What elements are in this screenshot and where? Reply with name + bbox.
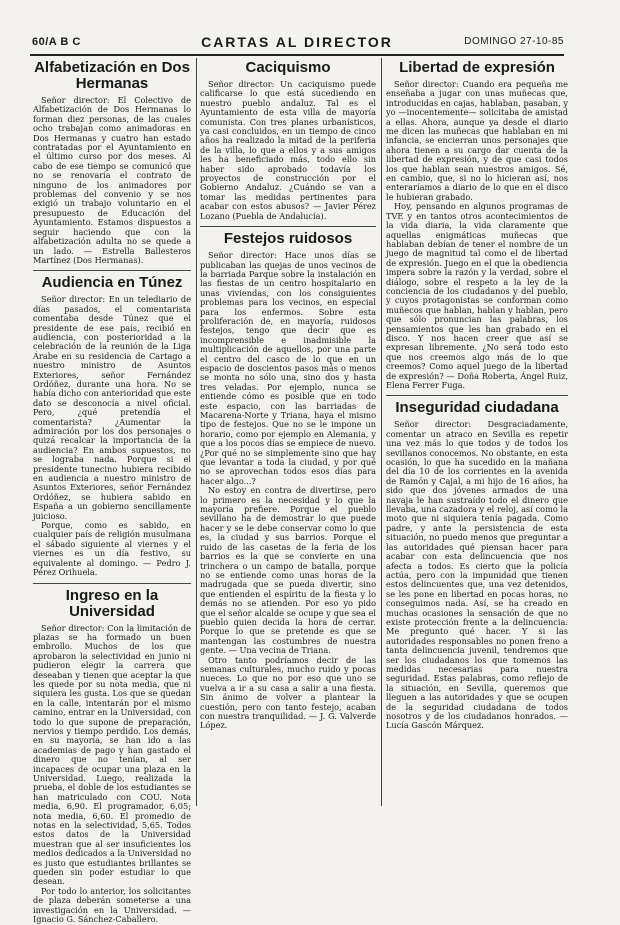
page-reference: 60/A B C	[32, 36, 81, 48]
letter-inseguridad	[386, 400, 568, 730]
letter-separator	[200, 226, 376, 227]
letter-separator	[33, 583, 191, 584]
column-left	[33, 58, 191, 925]
header-rule	[30, 54, 564, 56]
letter-body: Porque, como es sabido, en cualquier país de religión musulmana el sábado siguiente al viernes y el viernes es un día festivo, su equivalente al domingo. — Pedro J. Pérez Orihuela.	[33, 520, 191, 578]
letter-audiencia	[33, 275, 191, 577]
letter-body: Señor director: El Colectivo de Alfabetización de Dos Hermanas lo forman diez personas, de las cuales ocho trabajan como animadoras en Dos Hermanas y cuatro han estado contratadas por el Ayuntamiento en el último curso por dos meses. Al cabo de ese tiempo se comunicó que no se renovaría el contrato de ninguno de los animadores por problemas del convenio y se nos exigió un trabajo voluntario en el presupuesto de Educación del Ayuntamiento. Estamos dispuestos a seguir haciendo que con la alfabetización adulta no se quede a un lado. — Estrella Ballesteros Martínez (Dos Hermanas).	[33, 95, 191, 265]
letter-body: No estoy en contra de divertirse, pero lo primero es la necesidad y lo que la mayoría prefiere. Porque el pueblo sevillano ha de demostrar lo que puede hacer y se le debe conservar como lo que es, la ciudad y sus barrios. Porque el ruido de las casetas de la feria de los barrios es la que se convierte en una trinchera o un campo de batalla, porque no se entiende como unas horas de la madrugada que se pueda divertir, sino que entienden el espíritu de la fiesta y lo demás no se atienden. Por eso yo pido que el señor alcalde se ocupe y que sea el pueblo quien decida la hora de cerrar. Porque lo que se pretende es que se mantengan las costumbres de nuestra gente. — Una vecina de Triana.	[200, 485, 376, 656]
column-divider	[381, 58, 382, 806]
letter-title: Caciquismo	[245, 59, 331, 76]
letter-body: Hoy, pensando en algunos programas de TVE y en tantos otros acontecimientos de la vida diaria, la vida claramente que aquellas enigmáticas muñecas que hablaban debían de tener el nombre de un juego de magnitud tal como el de libertad de expresión. Juego en el que la obediencia impera sobre la razón y la verdad, sobre el diálogo, sobre el respeto a la ley de la conciencia de los ciudadanos y del pueblo, y cuyos protagonistas se conforman como muñecos que hablan, hablan y hablan, pero que sólo pronuncian las palabras, los pensamientos que les han grabado en el disco. Y nos hacen creer que así se expresan libremente. ¿No será todo esto que nos creemos algo más de lo que creemos? Como aquel juego de la libertad de expresión? — Doña Roberta, Ángel Ruiz, Elena Ferrer Fuga.	[386, 201, 568, 390]
letter-separator	[386, 395, 568, 396]
section-title: CARTAS AL DIRECTOR	[201, 34, 393, 50]
letter-body: Otro tanto podríamos decir de las semanas culturales, mucho ruido y pocas nueces. Lo que no por eso que uno se vuelva a ir a su casa a salir a una fiesta. Sin ánimo de volver a plantear la cuestión, pero con tanto festejo, acaban con nuestra tranquilidad. — J. G. Valverde López.	[200, 654, 376, 731]
letter-body: Señor director: Con la limitación de plazas se ha formado un buen embrollo. Muchos de los que aprobaron la selectividad en junio ni pudieron elegir la carrera que deseaban y tienen que aceptar la que les quede por su nota media, que ni siquiera les gusta. Los que se quedan en la calle, intentarán por el mismo camino, entrar en la Universidad, con todo lo que supone de preparación, nervios y tiempo perdido. Los demás, en su mayoría, se han ido a las academias de pago y han gastado el dinero que no tenían, al ser incapaces de ocupar una plaza en la Universidad. Luego, realizada la prueba, el doble de los estudiantes se han matriculado con COU. Nota media, 6,90. El programador, 6,05; nota media, 6,60. El promedio de notas en la selectividad, 5,65. Todos estos datos de la Universidad muestran que al ser insuficientes los medios dedicados a la Universidad no es justo que estudiantes brillantes se queden sin poder estudiar lo que desean.	[33, 622, 191, 887]
letter-title: Inseguridad ciudadana	[395, 399, 559, 417]
letter-festejos	[200, 231, 376, 731]
letter-title: Alfabetización en Dos Hermanas	[34, 59, 190, 92]
letter-title: Libertad de expresión	[399, 59, 555, 76]
letter-body: Señor director: Hace unos días se publicaban las quejas de unos vecinos de la barriada Parque sobre la instalación en las fiestas de un centro hospitalario en unas viviendas, con los consiguientes problemas para los vecinos, en especial para los enfermos. Sobre esta proliferación de, en mayoría, ruidosos festejos, tengo que decir que es incomprensible e inadmisible la multiplicación de aquellos, por una parte el centro del casco de lo que en un espacio de doscientos pasos más o menos se monta no sólo una, sino dos y hasta tres veladas. Por ejemplo, nunca se entiende cómo es posible que en todo este espacio, con las barriadas de Macarena-Norte y Triana, haya el mismo tipo de festejos. Que no se le impone un horario, como por ejemplo en Alemania, y que a los pocos días se empiece de nuevo. ¿Por qué no se simplemente sino que hay que levantar a toda la ciudad, y por qué no se aprovechan todos esos días para hacer algo...?	[200, 250, 376, 486]
letter-alfabetizacion	[33, 60, 191, 265]
column-middle	[200, 58, 376, 810]
column-right	[386, 58, 568, 810]
issue-date: DOMINGO 27-10-85	[464, 36, 564, 47]
letter-caciquismo	[200, 60, 376, 221]
letter-libertad	[386, 60, 568, 390]
page-header	[30, 34, 564, 52]
letter-title: Festejos ruidosos	[223, 230, 353, 248]
letter-body: Señor director: Un caciquismo puede calificarse lo que está sucediendo en nuestro pueblo andaluz. Tal es el Ayuntamiento de esta villa de mayoría comunista. Con tres planes urbanísticos, ya casi concluidos, en un tiempo de cinco años ha realizado la mitad de la periferia de la villa, lo que a ellos y a sus amigos les ha beneficiado más, todo ello sin haber sido aprobado todavía los proyectos de construcción por el Gobierno Andaluz. ¿Cuándo se van a tomar las medidas pertinentes para acabar con estos abusos? — Javier Pérez Lozano (Puebla de Andalucía).	[200, 79, 376, 221]
letter-title: Audiencia en Túnez	[41, 274, 183, 292]
letter-body: Señor director: En un telediario de días pasados, el comentarista comentaba desde Túnez que el presidente de ese país, recibió en audiencia, con posterioridad a la celebración de la reunión de la Liga Árabe en su residencia de Cartago a nuestro ministro de Asuntos Exteriores, señor Fernández Ordóñez, durante una hora. No se había dicho con anterioridad que este dato se desconocía a nivel oficial. Pero, ¿qué pretendía el comentarista? ¿Aumentar la admiración por los dos personajes o quizá recalcar la importancia de la audiencia? En ambos supuestos, no se lograba nada. Porque si el presidente tunecino hubiera recibido en audiencia a nuestro ministro de Asuntos Exteriores, señor Fernández Ordóñez, se hubiera sabido en España a un gobierno sencillamente juicioso.	[33, 294, 191, 521]
column-divider	[196, 58, 197, 806]
letter-body: Señor director: Desgraciadamente, comentar un atraco en Sevilla es repetir una vez más lo que todos y de todos los sevillanos conocemos. No obstante, en esta ocasión, lo que ha sucedido en la mañana del día 10 de los corrientes en la avenida de Ramón y Cajal, a mi hijo de 16 años, ha sido que dos jóvenes armados de una navaja le han sustraído todo el dinero que llevaba, una cazadora y el reloj, así como la moto que ni siquiera tenía pagada. Como padre, y ante la persistencia de esta situación, no puedo menos que preguntar a las autoridades qué piensan hacer para acabar con esta delincuencia que nos afecta a todos. Es cierto que la policía actúa, pero con la impunidad que tienen estos delincuentes que, una vez detenidos, se les pone en libertad en pocas horas, no conseguimos nada. Así, se ha creado en muchas ocasiones la sensación de que no existe protección frente a la delincuencia. Me pregunto qué hacer. Y si las autoridades responsables no ponen freno a tanta delincuencia juvenil, tendremos que ser los ciudadanos los que tomemos las medidas necesarias para nuestra seguridad. Estas palabras, como reflejo de la situación, en Sevilla, queremos que lleguen a las autoridades y que se ocupen de la seguridad ciudadana de todos nosotros y de los ciudadanos honrados. — Lucía Gascón Márquez.	[386, 419, 568, 731]
letter-title: Ingreso en la Universidad	[65, 586, 159, 620]
letter-separator	[33, 270, 191, 271]
letter-body: Señor director: Cuando era pequeña me enseñaba a jugar con unas muñecas que, introducidas en cajas, hablaban, pasaban, y yo —inocentemente— solicitaba de amistad a ellas. Ahora, aunque ya desde el diario me dicen las muñecas que hablaban en mi infancia, se encierran unos personajes que ahora tienen a su cargo dar cuenta de la libertad de expresión, y de que casi todos los que hablan sean nuestros amigos. Sé, en cambio, que, si no lo hicieran así, nos enteraríamos a diario de lo que en el disco le hubieran grabado.	[386, 79, 568, 202]
letter-ingreso	[33, 588, 191, 925]
letter-body: Por todo lo anterior, los solicitantes de plaza deberán someterse a una investigación en la Universidad. — Ignacio G. Sánchez-Caballero.	[33, 885, 191, 925]
